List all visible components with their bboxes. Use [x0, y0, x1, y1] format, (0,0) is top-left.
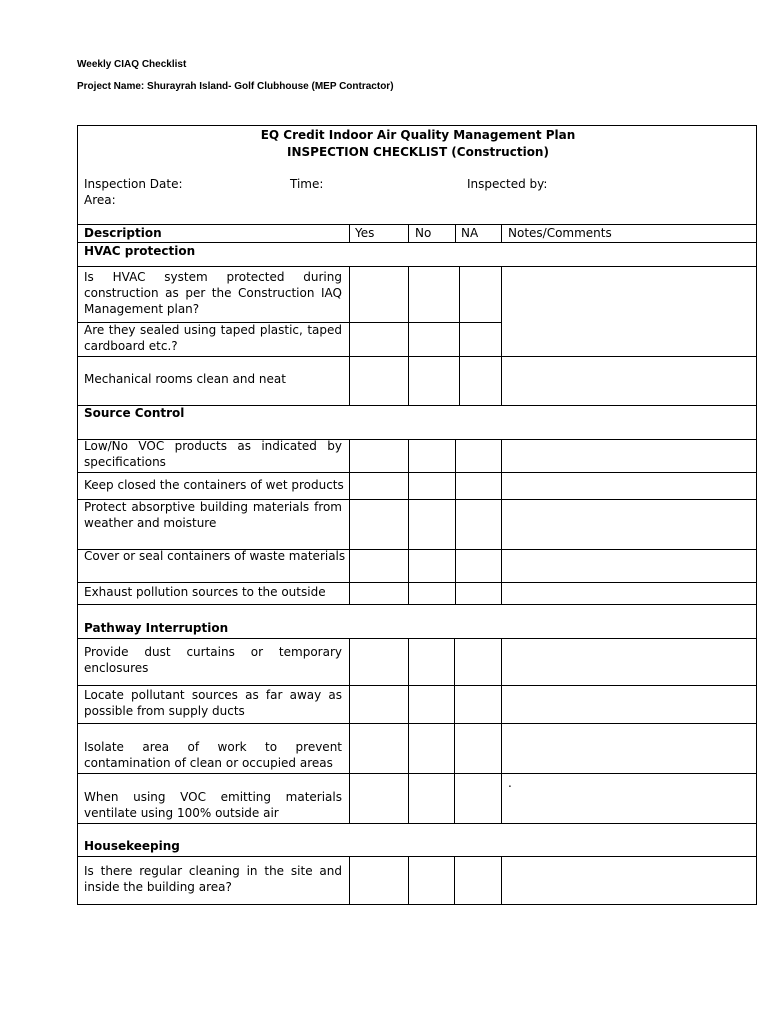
column-divider [349, 224, 350, 242]
divider [78, 856, 756, 857]
divider [78, 723, 756, 724]
column-divider [349, 856, 350, 904]
column-header-no: No [415, 226, 432, 240]
checklist-item: Are they sealed using taped plastic, taped cardboard etc.? [84, 323, 342, 353]
divider [78, 773, 756, 774]
checklist-item: Protect absorptive building materials from weather and moisture [84, 500, 342, 530]
checklist-item: Is there regular cleaning in the site and inside the building area? [84, 864, 342, 894]
checklist-item: Cover or seal containers of waste materials [84, 549, 346, 563]
column-divider [349, 439, 350, 604]
divider [78, 638, 756, 639]
column-divider [408, 638, 409, 823]
column-divider [501, 638, 502, 823]
checklist-item: Provide dust curtains or temporary enclosures [84, 645, 342, 675]
section-title-hvac-protection: HVAC protection [84, 244, 196, 258]
divider [78, 472, 756, 473]
column-divider [408, 224, 409, 242]
project-name: Project Name: Shurayrah Island- Golf Clubhouse (MEP Contractor) [77, 81, 394, 92]
column-divider [501, 224, 502, 242]
section-title-housekeeping: Housekeeping [84, 839, 180, 853]
column-divider [349, 638, 350, 823]
divider [78, 685, 756, 686]
column-divider [455, 439, 456, 604]
column-divider [454, 638, 455, 823]
column-divider [408, 856, 409, 904]
column-divider [454, 856, 455, 904]
checklist-item: Keep closed the containers of wet products [84, 478, 344, 492]
divider [78, 356, 756, 357]
column-header-na: NA [461, 226, 479, 240]
notes-mark: . [508, 776, 512, 790]
checklist-item: Exhaust pollution sources to the outside [84, 585, 326, 599]
document-title: Weekly CIAQ Checklist [77, 59, 187, 70]
column-header-notes: Notes/Comments [508, 226, 612, 240]
divider [78, 823, 756, 824]
column-divider [459, 266, 460, 405]
form-subtitle: INSPECTION CHECKLIST (Construction) [287, 145, 549, 159]
column-divider [501, 266, 502, 405]
column-divider [349, 266, 350, 405]
column-divider [408, 439, 409, 604]
checklist-item: Low/No VOC products as indicated by specifications [84, 439, 342, 469]
form-title: EQ Credit Indoor Air Quality Management Plan [260, 128, 576, 142]
checklist-item: Isolate area of work to prevent contamination of clean or occupied areas [84, 740, 342, 770]
time-label: Time: [290, 177, 324, 191]
area-label: Area: [84, 193, 116, 207]
inspection-checklist-form [77, 125, 757, 905]
column-divider [501, 439, 502, 604]
column-header-yes: Yes [355, 226, 375, 240]
column-divider [455, 224, 456, 242]
column-divider [501, 856, 502, 904]
section-title-source-control: Source Control [84, 406, 185, 420]
inspected-by-label: Inspected by: [467, 177, 548, 191]
section-title-pathway-interruption: Pathway Interruption [84, 621, 229, 635]
divider [78, 266, 756, 267]
divider [78, 604, 756, 605]
checklist-item: Mechanical rooms clean and neat [84, 372, 286, 386]
checklist-item: When using VOC emitting materials ventilate using 100% outside air [84, 790, 342, 820]
column-header-description: Description [84, 226, 162, 240]
inspection-date-label: Inspection Date: [84, 177, 183, 191]
checklist-item: Locate pollutant sources as far away as possible from supply ducts [84, 688, 342, 718]
divider [78, 582, 756, 583]
checklist-item: Is HVAC system protected during construction as per the Construction IAQ Management plan? [84, 270, 342, 316]
column-divider [408, 266, 409, 405]
